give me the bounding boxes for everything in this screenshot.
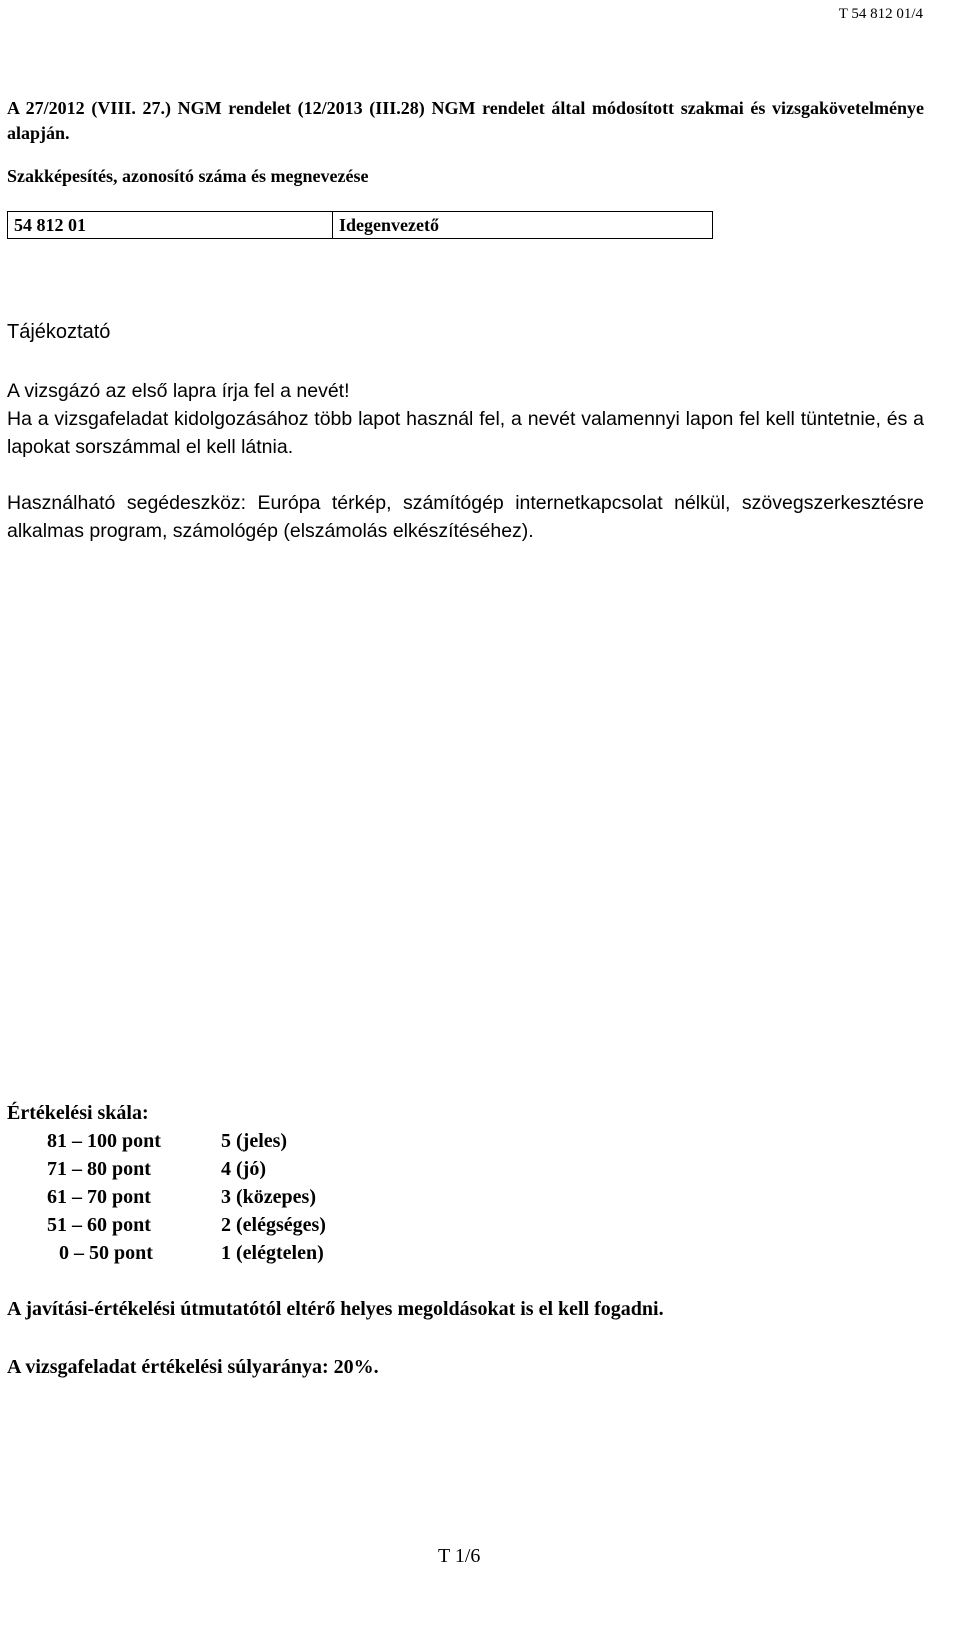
scale-range: 71 – 80 pont [47, 1158, 151, 1180]
scale-grade: 2 (elégséges) [221, 1214, 326, 1236]
qualification-name: Idegenvezető [339, 215, 439, 235]
scale-row [0, 1130, 600, 1158]
scale-row [0, 1242, 600, 1270]
regulation-reference: A 27/2012 (VIII. 27.) NGM rendelet (12/2013 (III.28) NGM rendelet által módosított szakmai és vizsgakövetelménye alapján. [7, 98, 924, 143]
page-number: T 1/6 [438, 1545, 481, 1567]
scale-grade: 1 (elégtelen) [221, 1242, 324, 1264]
scale-title: Értékelési skála: [7, 1102, 149, 1124]
scale-row [0, 1158, 600, 1186]
scale-range: 51 – 60 pont [47, 1214, 151, 1236]
weight-note: A vizsgafeladat értékelési súlyaránya: 20%. [7, 1356, 379, 1378]
scale-grade: 4 (jó) [221, 1158, 266, 1180]
info-title: Tájékoztató [7, 321, 111, 343]
qualification-table [7, 211, 713, 239]
scale-range: 81 – 100 pont [47, 1130, 161, 1152]
document-code: T 54 812 01/4 [838, 6, 923, 22]
scale-range: 61 – 70 pont [47, 1186, 151, 1208]
scale-row [0, 1186, 600, 1214]
acceptance-note: A javítási-értékelési útmutatótól eltérő helyes megoldásokat is el kell fogadni. [7, 1298, 664, 1320]
info-tools: Használható segédeszköz: Európa térkép, számítógép internetkapcsolat nélkül, szövegszerkesztésre alkalmas program, számológép (elszámolás elkészítéséhez). [7, 492, 924, 542]
info-name-instruction: A vizsgázó az első lapra írja fel a nevét! [7, 380, 350, 402]
scale-row [0, 1214, 600, 1242]
scale-grade: 5 (jeles) [221, 1130, 288, 1152]
qualification-heading: Szakképesítés, azonosító száma és megnevezése [7, 166, 369, 186]
info-pages-instruction: Ha a vizsgafeladat kidolgozásához több lapot használ fel, a nevét valamennyi lapon fel kell tüntetnie, és a lapokat sorszámmal el kell látnia. [7, 408, 924, 458]
scale-grade: 3 (közepes) [221, 1186, 316, 1208]
scale-range: 0 – 50 pont [59, 1242, 153, 1264]
qualification-code: 54 812 01 [8, 212, 333, 238]
